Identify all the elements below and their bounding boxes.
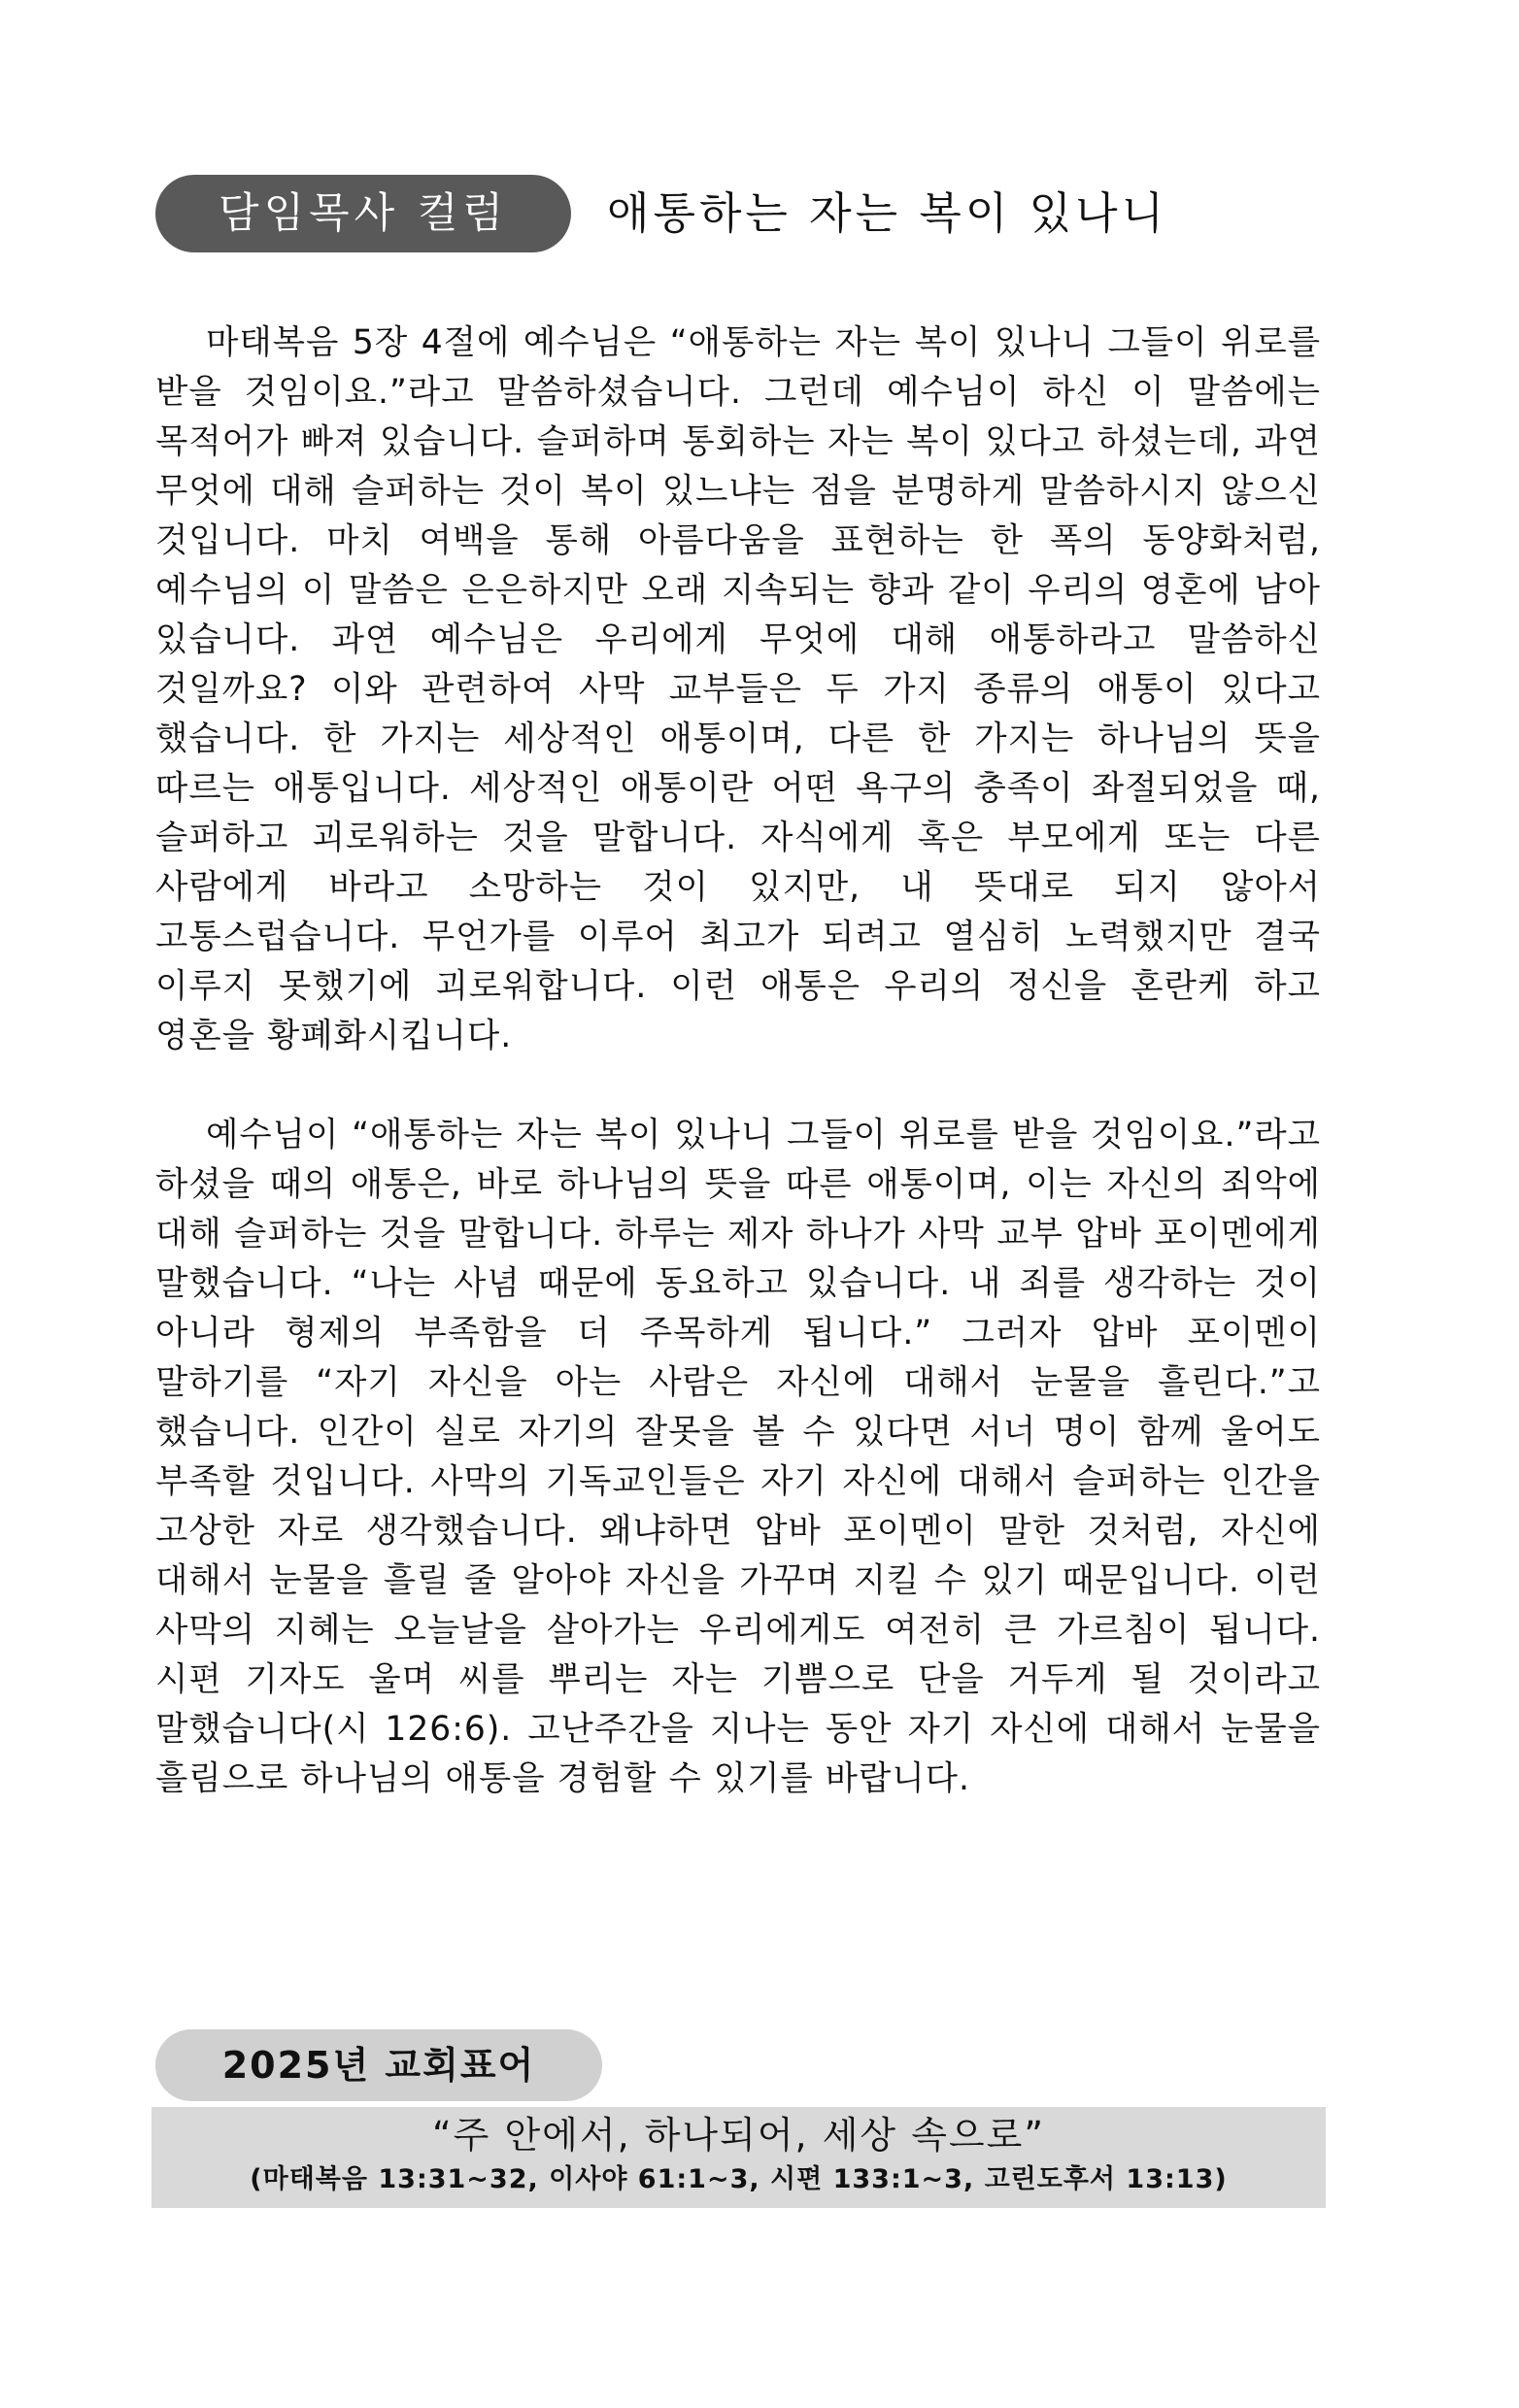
- motto-text: “주 안에서, 하나되어, 세상 속으로”: [431, 2114, 1046, 2157]
- column-label-badge: [155, 175, 571, 252]
- motto-label: 2025년 교회표어: [221, 2044, 536, 2087]
- article-body: [155, 318, 1321, 1804]
- motto-references: (마태복음 13:31~32, 이사야 61:1~3, 시편 133:1~3, 고린도후서 13:13): [250, 2164, 1228, 2194]
- article-paragraph-2: 예수님이 “애통하는 자는 복이 있나니 그들이 위로를 받을 것임이요.”라고 하셨을 때의 애통은, 바로 하나님의 뜻을 따른 애통이며, 이는 자신의 죄악에 대해 슬퍼하는 것을 말합니다. 하루는 제자 하나가 사막 교부 압바 포이멘에게 말했습니다. “나는 사념 때문에 동요하고 있습니다. 내 죄를 생각하는 것이 아니라 형제의 부족함을 더 주목하게 됩니다.” 그러자 압바 포이멘이 말하기를 “자기 자신을 아는 사람은 자신에 대해서 눈물을 흘린다.”고 했습니다. 인간이 실로 자기의 잘못을 볼 수 있다면 서너 명이 함께 울어도 부족할 것입니다. 사막의 기독교인들은 자기 자신에 대해서 슬퍼하는 인간을 고상한 자로 생각했습니다. 왜냐하면 압바 포이멘이 말한 것처럼, 자신에 대해서 눈물을 흘릴 줄 알아야 자신을 가꾸며 지킬 수 있기 때문입니다. 이런 사막의 지혜는 오늘날을 살아가는 우리에게도 여전히 큰 가르침이 됩니다. 시편 기자도 울며 씨를 뿌리는 자는 기쁨으로 단을 거두게 될 것이라고 말했습니다(시 126:6). 고난주간을 지나는 동안 자기 자신에 대해서 눈물을 흘림으로 하나님의 애통을 경험할 수 있기를 바랍니다.: [155, 1116, 1322, 1798]
- motto-box: [152, 2107, 1326, 2208]
- column-title: 애통하는 자는 복이 있나니: [607, 187, 1168, 239]
- column-label: 담임목사 컬럼: [219, 189, 508, 238]
- motto-label-badge: [155, 2029, 602, 2101]
- article-paragraph-1: 마태복음 5장 4절에 예수님은 “애통하는 자는 복이 있나니 그들이 위로를 받을 것임이요.”라고 말씀하셨습니다. 그런데 예수님이 하신 이 말씀에는 목적어가 빠져 있습니다. 슬퍼하며 통회하는 자는 복이 있다고 하셨는데, 과연 무엇에 대해 슬퍼하는 것이 복이 있느냐는 점을 분명하게 말씀하시지 않으신 것입니다. 마치 여백을 통해 아름다움을 표현하는 한 폭의 동양화처럼, 예수님의 이 말씀은 은은하지만 오래 지속되는 향과 같이 우리의 영혼에 남아 있습니다. 과연 예수님은 우리에게 무엇에 대해 애통하라고 말씀하신 것일까요? 이와 관련하여 사막 교부들은 두 가지 종류의 애통이 있다고 했습니다. 한 가지는 세상적인 애통이며, 다른 한 가지는 하나님의 뜻을 따르는 애통입니다. 세상적인 애통이란 어떤 욕구의 충족이 좌절되었을 때, 슬퍼하고 괴로워하는 것을 말합니다. 자식에게 혹은 부모에게 또는 다른 사람에게 바라고 소망하는 것이 있지만, 내 뜻대로 되지 않아서 고통스럽습니다. 무언가를 이루어 최고가 되려고 열심히 노력했지만 결국 이루지 못했기에 괴로워합니다. 이런 애통은 우리의 정신을 혼란케 하고 영혼을 황폐화시킵니다.: [155, 323, 1321, 1055]
